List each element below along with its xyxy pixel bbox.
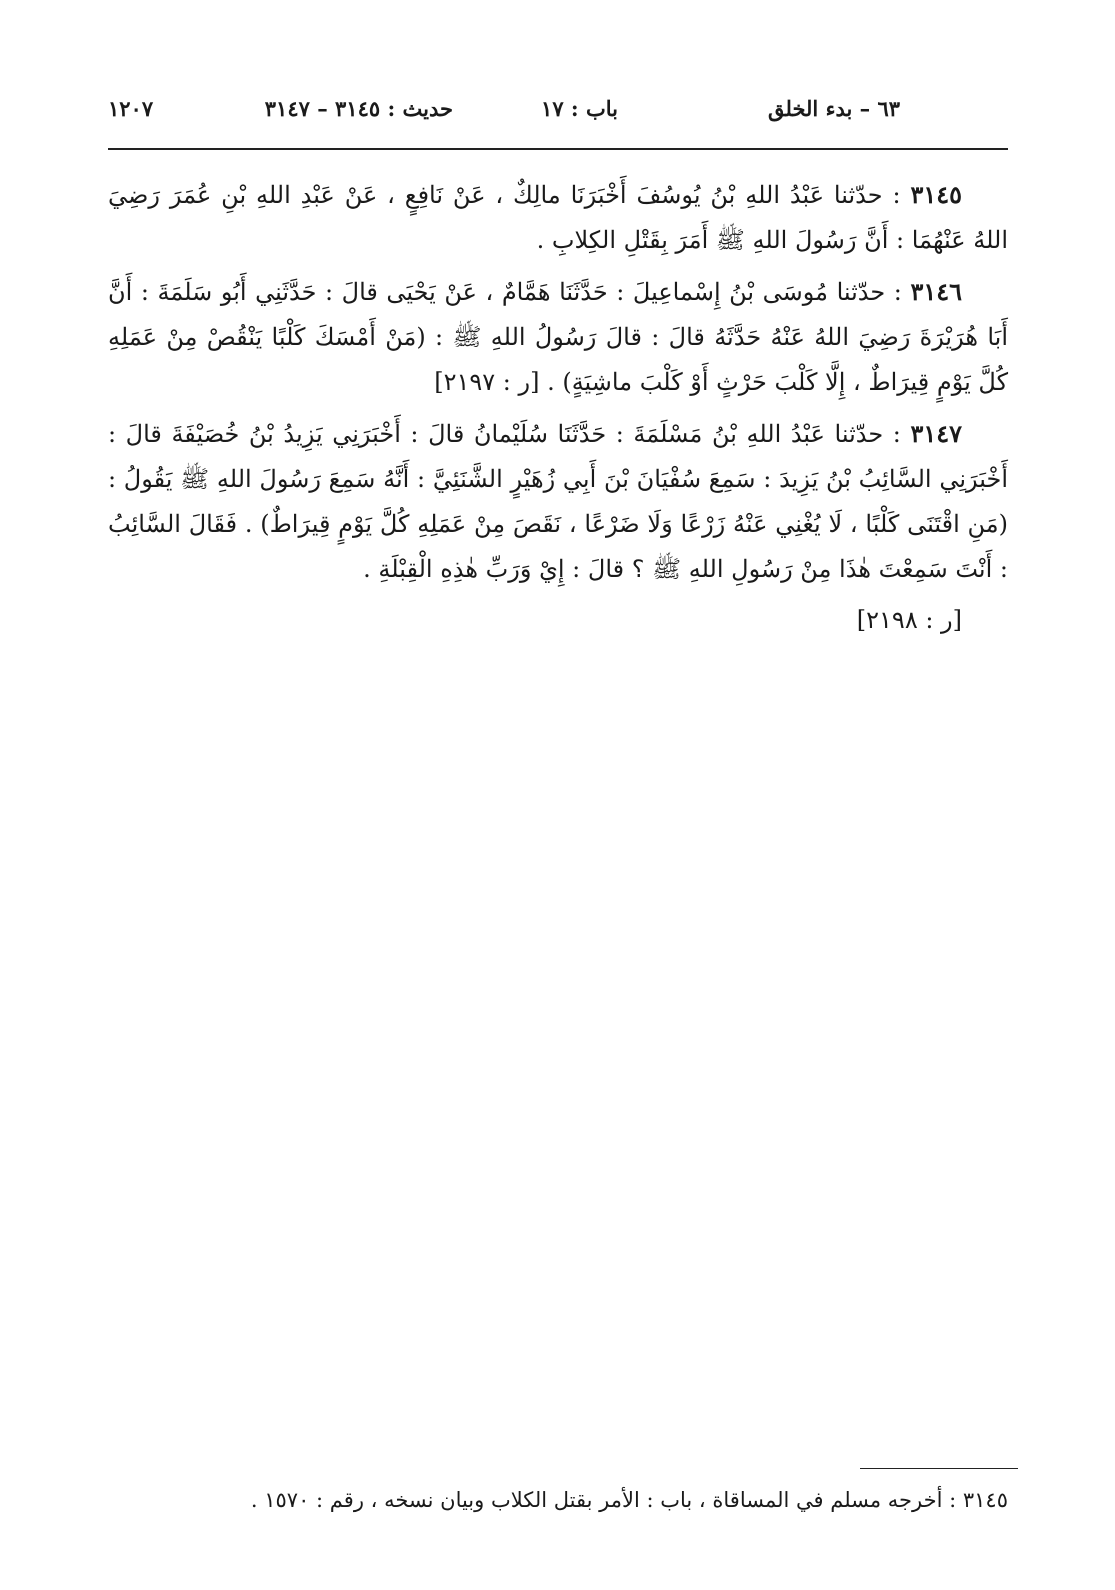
hadith-number: ٣١٤٥ bbox=[910, 180, 963, 209]
hadith-3145 bbox=[108, 172, 1008, 263]
hadith-number: ٣١٤٦ bbox=[910, 277, 962, 306]
page-header bbox=[108, 96, 1008, 136]
hadith-text: حدّثنا عَبْدُ اللهِ بْنُ مَسْلَمَةَ : حَدَّثَنَا سُلَيْمانُ قالَ : أَخْبَرَنِي يَزِيدُ بْنُ خُصَيْفَةَ قالَ : أَخْبَرَنِي السَّائِبُ بْنُ يَزِيدَ : سَمِعَ سُفْيَانَ بْنَ أَبِي زُهَيْرٍ الشَّنَئِيَّ : أَنَّهُ سَمِعَ رَسُولَ اللهِ ﷺ يَقُولُ : (مَنِ اقْتَنَى كَلْبًا ، لَا يُغْنِي عَنْهُ زَرْعًا وَلَا ضَرْعًا ، نَقَصَ مِنْ عَمَلِهِ كُلَّ يَوْمٍ قِيرَاطٌ) . فَقَالَ السَّائِبُ : أَنْتَ سَمِعْتَ هٰذَا مِنْ رَسُولِ اللهِ ﷺ ؟ قالَ : إِيْ وَرَبِّ هٰذِهِ الْقِبْلَةِ . bbox=[108, 420, 1008, 583]
header-bab: باب : ١٧ bbox=[541, 96, 618, 121]
page-number: ١٢٠٧ bbox=[108, 96, 154, 121]
header-divider bbox=[108, 148, 1008, 150]
hadith-3146 bbox=[108, 269, 1008, 405]
main-text bbox=[108, 172, 1008, 667]
footnote-divider bbox=[860, 1468, 1018, 1469]
header-chapter: ٦٣ – بدء الخلق bbox=[768, 96, 900, 121]
hadith-text: حدّثنا عَبْدُ اللهِ بْنُ يُوسُفَ أَخْبَرَنَا مالِكٌ ، عَنْ نَافِعٍ ، عَنْ عَبْدِ اللهِ بْنِ عُمَرَ رَضِيَ اللهُ عَنْهُمَا : أَنَّ رَسُولَ اللهِ ﷺ أَمَرَ بِقَتْلِ الكِلابِ . bbox=[108, 181, 1008, 254]
hadith-reference: [ر : ٢١٩٨] bbox=[856, 606, 962, 634]
hadith-text: حدّثنا مُوسَى بْنُ إِسْماعِيلَ : حَدَّثَنَا هَمَّامٌ ، عَنْ يَحْيَى قالَ : حَدَّثَنِي أَبُو سَلَمَةَ : أَنَّ أَبَا هُرَيْرَةَ رَضِيَ اللهُ عَنْهُ حَدَّثَهُ قالَ : قالَ رَسُولُ اللهِ ﷺ : (مَنْ أَمْسَكَ كَلْبًا يَنْقُصْ مِنْ عَمَلِهِ كُلَّ يَوْمٍ قِيرَاطٌ ، إِلَّا كَلْبَ حَرْثٍ أَوْ كَلْبَ ماشِيَةٍ) . [ر : ٢١٩٧] bbox=[108, 278, 1008, 396]
hadith-number: ٣١٤٧ bbox=[910, 419, 962, 448]
hadith-separator: : bbox=[883, 420, 911, 448]
footnote: ٣١٤٥ : أخرجه مسلم في المساقاة ، باب : الأمر بقتل الكلاب وبيان نسخه ، رقم : ١٥٧٠ . bbox=[250, 1488, 1008, 1512]
hadith-separator: : bbox=[882, 181, 911, 209]
header-hadith-range: حديث : ٣١٤٥ – ٣١٤٧ bbox=[264, 96, 453, 121]
hadith-3147 bbox=[108, 411, 1008, 592]
hadith-separator: : bbox=[885, 278, 911, 306]
